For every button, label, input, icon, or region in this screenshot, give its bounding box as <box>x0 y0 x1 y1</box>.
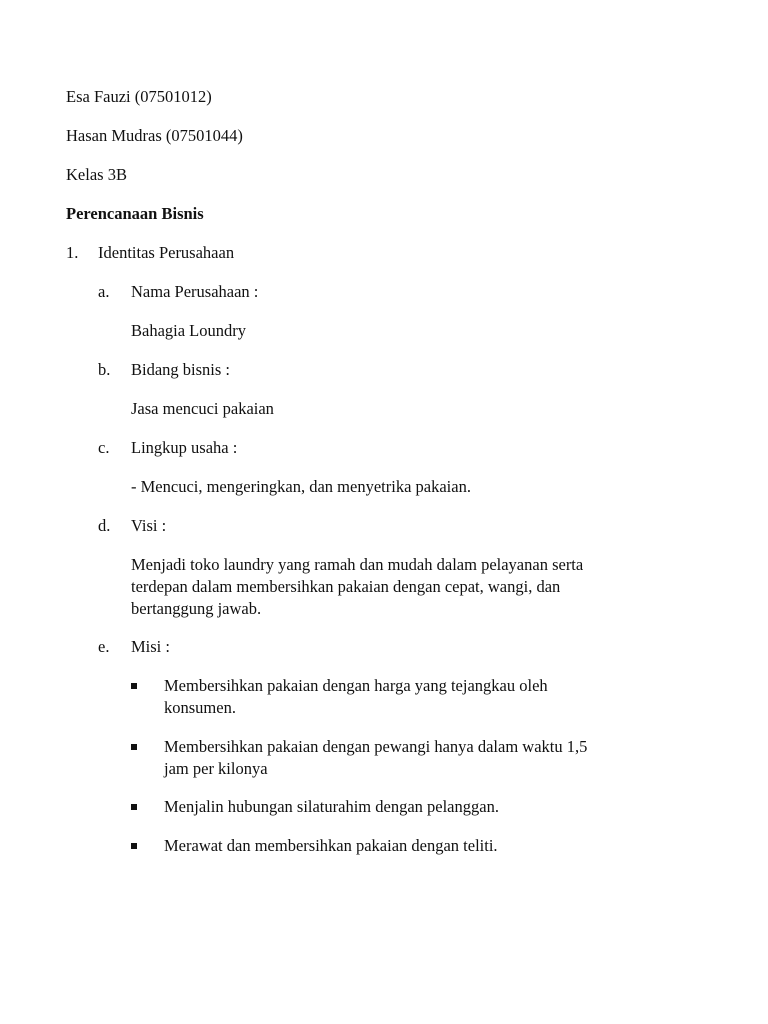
author-2: Hasan Mudras (07501044) <box>66 126 243 145</box>
item-d-label: Visi : <box>131 516 167 535</box>
visi-line-2: terdepan dalam membersihkan pakaian dengan cepat, wangi, dan <box>131 577 561 596</box>
section-number: 1. <box>66 243 79 262</box>
class-label: Kelas 3B <box>66 165 127 184</box>
bullet-icon <box>131 736 143 758</box>
item-c-label: Lingkup usaha : <box>131 438 238 457</box>
misi-3-line-1: Menjalin hubungan silaturahim dengan pelanggan. <box>164 797 499 816</box>
document-title: Perencanaan Bisnis <box>66 204 204 223</box>
item-d-letter: d. <box>98 516 111 535</box>
misi-2-line-2: jam per kilonya <box>164 759 268 778</box>
bullet-icon <box>131 796 143 818</box>
item-b-value: Jasa mencuci pakaian <box>131 399 274 418</box>
section-heading: Identitas Perusahaan <box>98 243 235 262</box>
item-b-letter: b. <box>98 360 111 379</box>
misi-4-line-1: Merawat dan membersihkan pakaian dengan teliti. <box>164 836 498 855</box>
item-b-label: Bidang bisnis : <box>131 360 231 379</box>
misi-1-line-2: konsumen. <box>164 698 236 717</box>
misi-2-line-1: Membersihkan pakaian dengan pewangi hanya dalam waktu 1,5 <box>164 737 588 756</box>
visi-line-3: bertanggung jawab. <box>131 599 262 618</box>
misi-1-line-1: Membersihkan pakaian dengan harga yang tejangkau oleh <box>164 676 548 695</box>
bullet-icon <box>131 835 143 857</box>
item-a-letter: a. <box>98 282 110 301</box>
item-c-letter: c. <box>98 438 110 457</box>
item-e-letter: e. <box>98 637 110 656</box>
item-a-value: Bahagia Loundry <box>131 321 247 340</box>
bullet-icon <box>131 675 143 697</box>
item-c-value: - Mencuci, mengeringkan, dan menyetrika pakaian. <box>131 477 471 496</box>
visi-line-1: Menjadi toko laundry yang ramah dan mudah dalam pelayanan serta <box>131 555 584 574</box>
item-a-label: Nama Perusahaan : <box>131 282 259 301</box>
item-e-label: Misi : <box>131 637 170 656</box>
author-1: Esa Fauzi (07501012) <box>66 87 212 106</box>
